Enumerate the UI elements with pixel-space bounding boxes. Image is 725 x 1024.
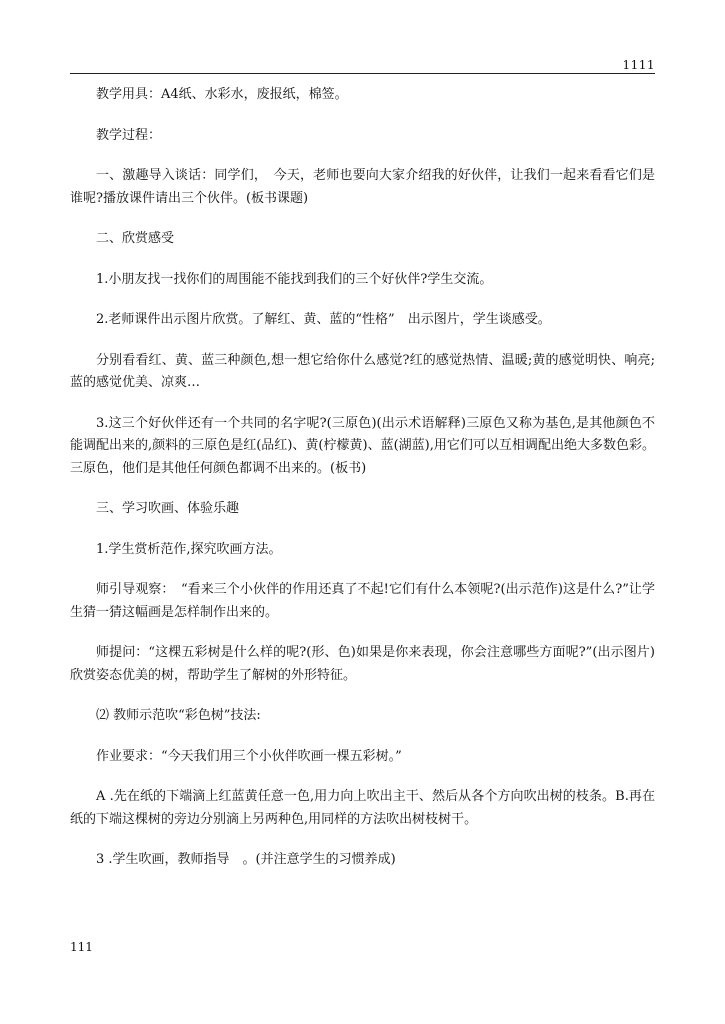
paragraph-teacher-guide: 师引导观察： “看来三个小伙伴的作用还真了不起!它们有什么本领呢?(出示范作)这是什么?”让学生猜一猜这幅画是怎样制作出来的。 bbox=[70, 582, 655, 620]
document-body bbox=[70, 84, 655, 890]
paragraph-assignment: 作业要求：“今天我们用三个小伙伴吹画一棵五彩树。” bbox=[96, 748, 402, 764]
paragraph-analysis: 1.学生赏析范作,探究吹画方法。 bbox=[96, 541, 282, 557]
paragraph-teaching-process-heading: 教学过程： bbox=[96, 127, 162, 143]
paragraph-color-feelings: 分别看看红、黄、蓝三种颜色,想一想它给你什么感觉?红的感觉热情、温暖;黄的感觉明快、响亮;蓝的感觉优美、凉爽… bbox=[70, 352, 655, 390]
section-heading-blow-painting: 三、学习吹画、体验乐趣 bbox=[96, 501, 240, 516]
page-footer-number: 111 bbox=[70, 940, 93, 954]
paragraph-step-1: 1.小朋友找一找你们的周围能不能找到我们的三个好伙伴?学生交流。 bbox=[96, 271, 493, 287]
paragraph-demo: ⑵ 教师示范吹“彩色树”技法: bbox=[96, 708, 261, 723]
page-header-number: 1111 bbox=[622, 58, 655, 72]
section-heading-appreciation: 二、欣赏感受 bbox=[96, 231, 175, 246]
paragraph-method-steps: A .先在纸的下端滴上红蓝黄任意一色,用力向上吹出主干、然后从各个方向吹出树的枝条。B.再在纸的下端这棵树的旁边分别滴上另两种色,用同样的方法吹出树枝树干。 bbox=[70, 789, 655, 827]
paragraph-step-2: 2.老师课件出示图片欣赏。了解红、黄、蓝的“性格” 出示图片，学生谈感受。 bbox=[96, 312, 551, 327]
header-rule bbox=[70, 73, 655, 74]
paragraph-teaching-tools: 教学用具：A4纸、水彩水，废报纸，棉签。 bbox=[96, 87, 348, 102]
paragraph-student-practice: 3 .学生吹画，教师指导 。(并注意学生的习惯养成) bbox=[96, 852, 396, 867]
paragraph-intro-talk: 一、激趣导入谈话：同学们， 今天，老师也要向大家介绍我的好伙伴，让我们一起来看看它们是谁呢?播放课件请出三个伙伴。(板书课题) bbox=[70, 168, 655, 206]
paragraph-step-3-primary-colors: 3.这三个好伙伴还有一个共同的名字呢?(三原色)(出示术语解释)三原色又称为基色,是其他颜色不能调配出来的,颜料的三原色是红(品红)、黄(柠檬黄)、蓝(湖蓝),用它们可以互相调配出绝大多数色彩。三原色，他们是其他任何颜色都调不出来的。(板书) bbox=[70, 415, 655, 476]
paragraph-teacher-question: 师提问：“这棵五彩树是什么样的呢?(形、色)如果是你来表现，你会注意哪些方面呢?”(出示图片)欣赏姿态优美的树，帮助学生了解树的外形特征。 bbox=[70, 645, 655, 683]
